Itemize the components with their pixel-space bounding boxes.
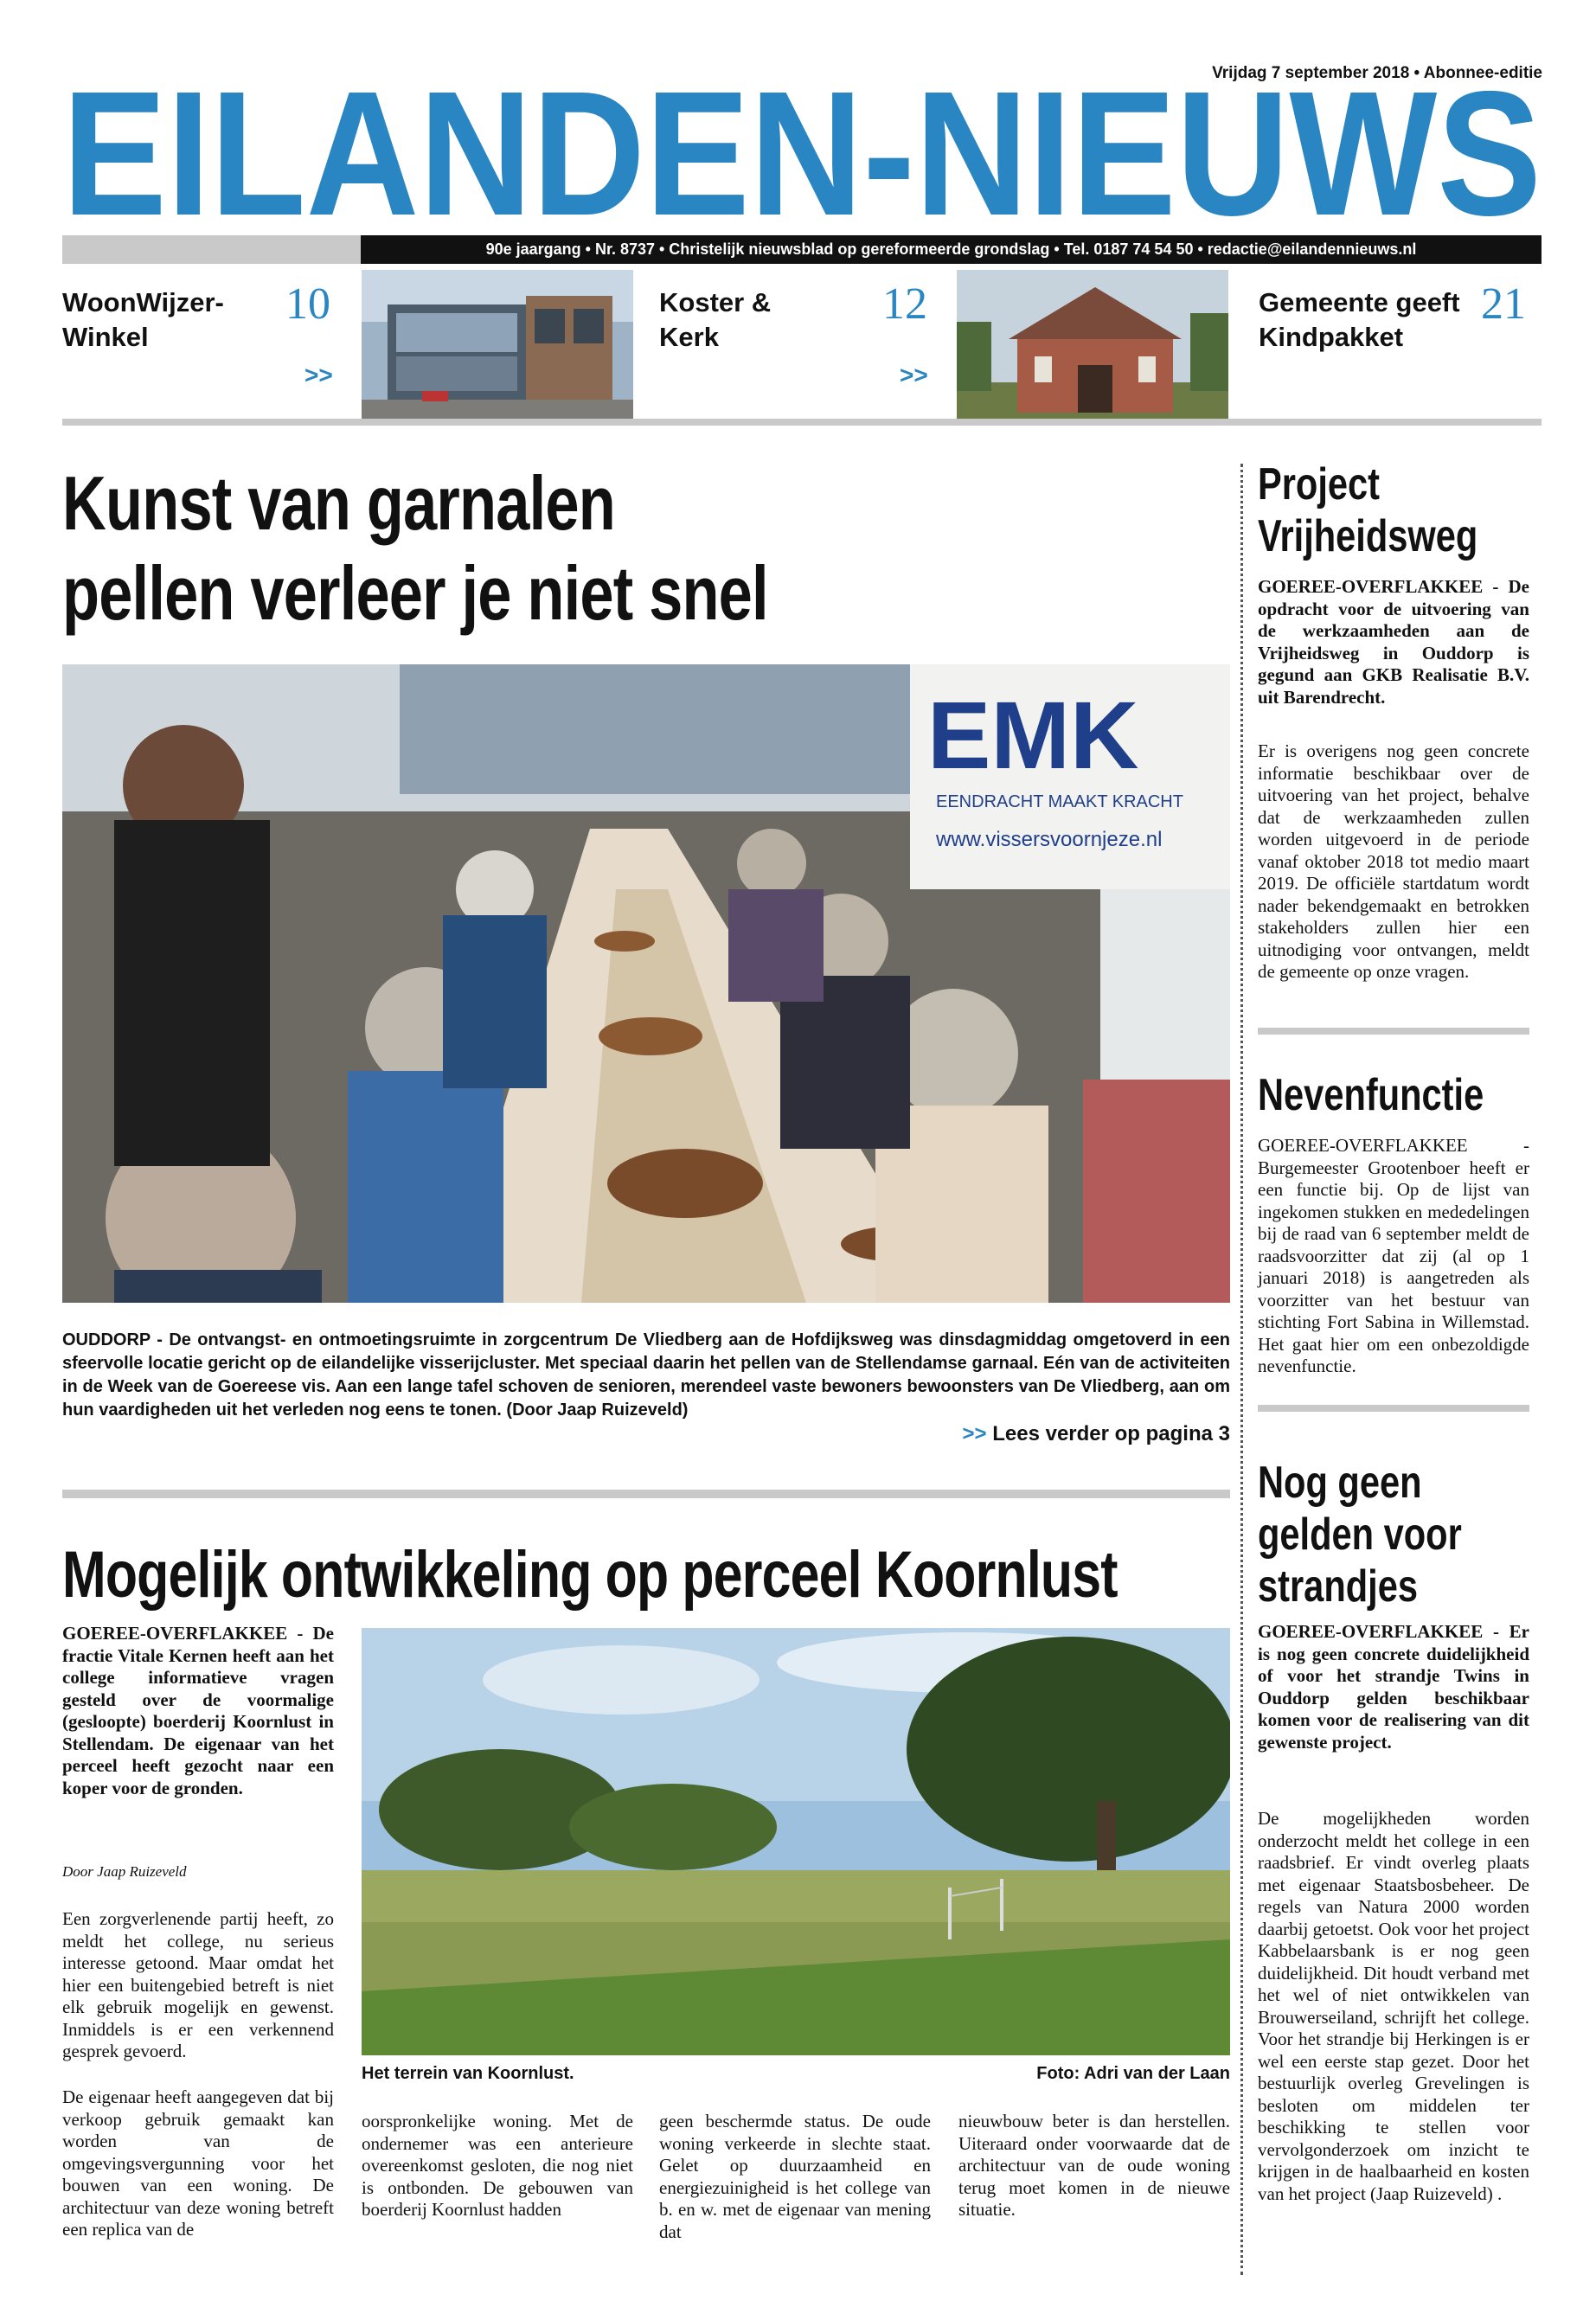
vrijheidsweg-headline: Project Vrijheidsweg [1258, 459, 1478, 561]
section-divider [1258, 1405, 1529, 1412]
vrijheidsweg-lead: GOEREE-OVERFLAKKEE - De opdracht voor de uitvoering van de werkzaamheden aan de Vrijheidsweg in Ouddorp is gegund aan GKB Realisatie B.V. uit Barendrecht. [1258, 576, 1529, 708]
lead-photo [62, 664, 1230, 1303]
banner-subtitle: EENDRACHT MAAKT KRACHT [936, 792, 1183, 811]
koornlust-lead: GOEREE-OVERFLAKKEE - De fractie Vitale Kernen heeft aan het college informatieve vragen gesteld over de voormalige (gesloopte) boerderij Koornlust in Stellendam. De eigenaar van het perceel heeft gezocht naar een koper voor de gronden. [62, 1623, 334, 1798]
teaser-photo-church [957, 270, 1228, 419]
teaser-page-number: 10 [285, 279, 330, 329]
masthead-logo [62, 85, 1542, 223]
koornlust-byline: Door Jaap Ruizeveld [62, 1863, 187, 1880]
teaser-page-number: 21 [1481, 279, 1526, 329]
column-rule [1240, 464, 1243, 2275]
koornlust-col4: nieuwbouw beter is dan herstellen. Uiteraard onder voorwaarde dat de architectuur van de oude woning terug moet komen in de nieuwe situatie. [958, 2111, 1230, 2220]
teaser-arrow[interactable]: >> [900, 362, 928, 388]
koornlust-col2: oorspronkelijke woning. Met de ondernemer was een anterieure overeenkomst gesloten, die nog niet is ontbonden. De gebouwen van boerderij Koornlust hadden [362, 2111, 633, 2220]
dateline: Vrijdag 7 september 2018 • Abonnee-editie [1212, 64, 1542, 82]
teaser-koster-kerk[interactable]: Koster & Kerk [659, 287, 772, 352]
section-divider [62, 1490, 1230, 1498]
koornlust-photo-caption: Het terrein van Koornlust. [362, 2064, 574, 2083]
strandjes-lead: GOEREE-OVERFLAKKEE - Er is nog geen concrete duidelijkheid of voor het strandje Twins in Ouddorp gelden beschikbaar komen voor de realisering van dit gewenste project. [1258, 1621, 1529, 1753]
strandjes-headline: Nog geen gelden voor strandjes [1258, 1458, 1462, 1612]
teaser-woonwijzer[interactable]: WoonWijzer- Winkel [62, 287, 224, 352]
nevenfunctie-body: GOEREE-OVERFLAKKEE - Burgemeester Grootenboer heeft er een functie bij. Op de lijst van ingekomen stukken en mededelingen bij de raad van 6 september meldt de raadsvoorzitter dat zij (al op 1 januari 2018) is aangetreden als voorzitter van het bestuur van stichting Fort Sabina in Willemstad. Het gaat hier om een onbezoldigde nevenfunctie. [1258, 1135, 1529, 1376]
banner-url: www.vissersvoornjeze.nl [936, 828, 1163, 851]
section-divider [1258, 1028, 1529, 1035]
koornlust-col1-p2: De eigenaar heeft aangegeven dat bij verkoop gebruik gemaakt kan worden van de omgevingsvergunning voor het bouwen van een woning. De architectuur van deze woning betreft een replica van de [62, 2086, 334, 2240]
read-more-link[interactable]: >> Lees verder op pagina 3 [962, 1422, 1230, 1445]
koornlust-photo [362, 1628, 1230, 2055]
teaser-photo-store [362, 270, 633, 419]
koornlust-headline: Mogelijk ontwikkeling op perceel Koornlust [62, 1538, 1118, 1612]
teaser-page-number: 12 [882, 279, 927, 329]
lead-headline: Kunst van garnalen pellen verleer je niet snel [62, 460, 768, 636]
lead-photo-caption: OUDDORP - De ontvangst- en ontmoetingsruimte in zorgcentrum De Vliedberg aan de Hofdijksweg was dinsdagmiddag omgetoverd in een sfeervolle locatie gericht op de eilandelijke visserijcluster. Met speciaal daarin het pellen van de Stellendamse garnaal. Eén van de activiteiten in de Week van de Goereese vis. Aan een lange tafel schoven de senioren, merendeel vaste bewoners bewoonsters van De Vliedberg, aan om hun vaardigheden uit het verleden nog eens te tonen. (Door Jaap Ruizeveld) [62, 1330, 1230, 1420]
masthead-info-bar: 90e jaargang • Nr. 8737 • Christelijk nieuwsblad op gereformeerde grondslag • Tel. 0187 74 54 50 • redactie@eilandennieuws.nl [361, 235, 1542, 264]
section-divider [62, 419, 1542, 426]
masthead-grey-bar [62, 235, 361, 264]
vrijheidsweg-body: Er is overigens nog geen concrete informatie beschikbaar over de uitvoering van het project, behalve dat de werkzaamheden zullen worden uitgevoerd in de periode vanaf oktober 2018 tot medio maart 2019. De officiële startdatum wordt nader bekendgemaakt en betrokken stakeholders zullen hier een uitnodiging voor ontvangen, meldt de gemeente op onze vragen. [1258, 740, 1529, 982]
nevenfunctie-headline: Nevenfunctie [1258, 1070, 1484, 1120]
teaser-arrow[interactable]: >> [304, 362, 333, 388]
teaser-kindpakket[interactable]: Gemeente geeft Kindpakket [1259, 287, 1460, 352]
koornlust-col3: geen beschermde status. De oude woning verkeerde in slechte staat. Gelet op duurzaamheid en energiezuinigheid is het college van b. en w. met de eigenaar van mening dat [659, 2111, 931, 2242]
strandjes-body: De mogelijkheden worden onderzocht meldt het college in een raadsbrief. Er vindt overleg plaats met eigenaar Staatsbosbeheer. De regels van Natura 2000 worden daarbij getoetst. Ook voor het project Kabbelaarsbank is er nog geen duidelijkheid. Dit houdt verband met het wel of niet ontwikkelen van Brouwerseiland, schrijft het college. Voor het strandje bij Herkingen is er wel een eerste stap gezet. Door het bestuurlijk overleg Grevelingen is besloten om middelen ter beschikking te stellen voor vervolgonderzoek om inzicht te krijgen in de haalbaarheid en kosten van het project (Jaap Ruizeveld) . [1258, 1808, 1529, 2204]
masthead-title: EILANDEN-NIEUWS [62, 85, 1542, 223]
koornlust-col1-p1: Een zorgverlenende partij heeft, zo meldt het college, nu serieus interesse getoond. Maar omdat het hier een buitengebied betreft is niet elk gebruik mogelijk en gewenst. Inmiddels is er een verkennend gesprek gevoerd. [62, 1908, 334, 2061]
banner-text: EMK [927, 683, 1139, 789]
read-more-arrow: >> [962, 1422, 987, 1445]
koornlust-photo-credit: Foto: Adri van der Laan [1036, 2064, 1230, 2083]
